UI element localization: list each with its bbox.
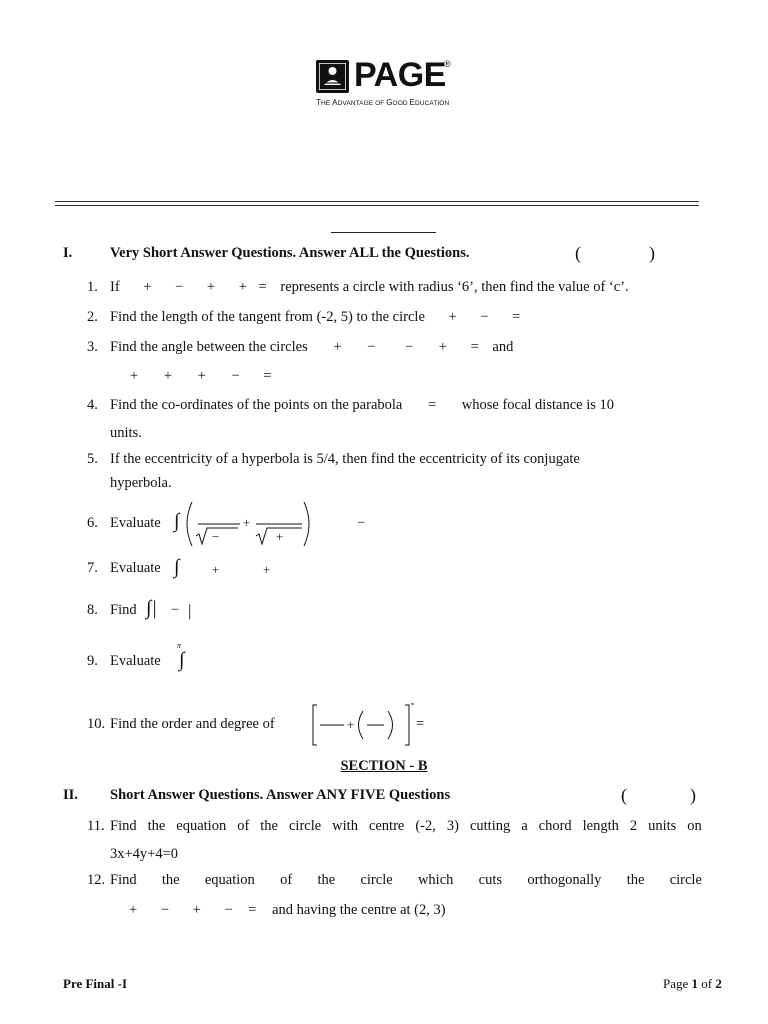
registered-mark: ® — [444, 59, 451, 69]
question-number: 9. — [87, 653, 98, 669]
question-9-upper-limit: π — [177, 641, 182, 650]
question-6-minus: − — [212, 529, 220, 544]
question-number: 11. — [87, 818, 105, 834]
integral-sign: ∫ — [174, 510, 180, 532]
question-5-line-2: hyperbola. — [110, 475, 172, 491]
section-b-roman: II. — [63, 787, 78, 803]
section-a-marks-close: ) — [649, 243, 655, 263]
footer-exam-name: Pre Final -I — [63, 976, 128, 991]
question-10-expression — [310, 702, 414, 748]
logo-wordmark: PAGE — [354, 56, 446, 94]
section-b-title: Short Answer Questions. Answer ANY FIVE Questions — [110, 787, 451, 803]
question-8-abs-close: | — [188, 601, 192, 620]
question-number: 12. — [87, 872, 106, 888]
integral-sign: ∫| — [146, 597, 157, 619]
integral-sign: ∫ — [174, 556, 180, 578]
question-4-line-2: units. — [110, 425, 142, 441]
question-number: 10. — [87, 716, 106, 732]
section-b-heading: SECTION - B — [340, 758, 428, 774]
question-11: Find the equation of the circle with centre (-2, 3) cutting a chord length 2 units on — [110, 818, 702, 834]
question-12-line-2: + − + − = and having the centre at (2, 3) — [129, 902, 446, 918]
question-number: 8. — [87, 602, 98, 618]
footer-page-number: Page 1 of 2 — [663, 976, 722, 991]
question-9-label: Evaluate — [110, 653, 161, 669]
question-number: 5. — [87, 451, 98, 467]
question-8-label: Find — [110, 602, 137, 618]
question-12: Find the equation of the circle which cuts orthogonally the circle — [110, 872, 702, 888]
page-logo — [316, 56, 456, 110]
section-a-roman: I. — [63, 245, 73, 261]
question-5: If the eccentricity of a hyperbola is 5/4, then find the eccentricity of its conjugate — [110, 451, 580, 467]
question-10-plus: + — [347, 717, 355, 732]
question-3-line-2: + + + − = — [130, 368, 272, 384]
section-a-marks-open: ( — [575, 243, 581, 263]
question-number: 4. — [87, 397, 98, 413]
question-3: Find the angle between the circles + − − + = and — [110, 339, 514, 355]
question-8-minus: − — [171, 602, 180, 618]
question-2: Find the length of the tangent from (-2, 5) to the circle + − = — [110, 309, 521, 325]
question-10-equals: = — [416, 716, 425, 732]
section-a-title: Very Short Answer Questions. Answer ALL the Questions. — [110, 245, 470, 261]
question-6-minus-2: − — [357, 515, 366, 531]
question-6-plus-2: + — [276, 529, 284, 544]
question-6-plus: + — [243, 515, 251, 530]
integral-sign: ∫ — [179, 649, 185, 671]
question-10: Find the order and degree of — [110, 716, 275, 732]
logo-tagline: THE ADVANTAGE OF GOOD EDUCATION — [316, 98, 450, 107]
question-number: 1. — [87, 279, 98, 295]
section-b-marks-close: ) — [690, 785, 696, 805]
section-a-rule — [331, 232, 436, 233]
question-1: If + − + + = represents a circle with radius ‘6’, then find the value of ‘c’. — [110, 279, 629, 295]
question-7-label: Evaluate — [110, 560, 161, 576]
question-number: 2. — [87, 309, 98, 325]
question-7-plus: + — [212, 562, 220, 577]
question-4: Find the co-ordinates of the points on the parabola = whose focal distance is 10 — [110, 397, 614, 413]
header-rule-bottom — [55, 205, 699, 206]
question-11-line-2: 3x+4y+4=0 — [110, 846, 179, 862]
header-rule-top — [55, 201, 699, 202]
question-number: 6. — [87, 515, 98, 531]
section-b-marks-open: ( — [621, 785, 627, 805]
question-number: 7. — [87, 560, 98, 576]
reader-icon — [316, 60, 349, 93]
question-6-label: Evaluate — [110, 515, 161, 531]
question-7-plus-2: + — [263, 562, 271, 577]
question-number: 3. — [87, 339, 98, 355]
